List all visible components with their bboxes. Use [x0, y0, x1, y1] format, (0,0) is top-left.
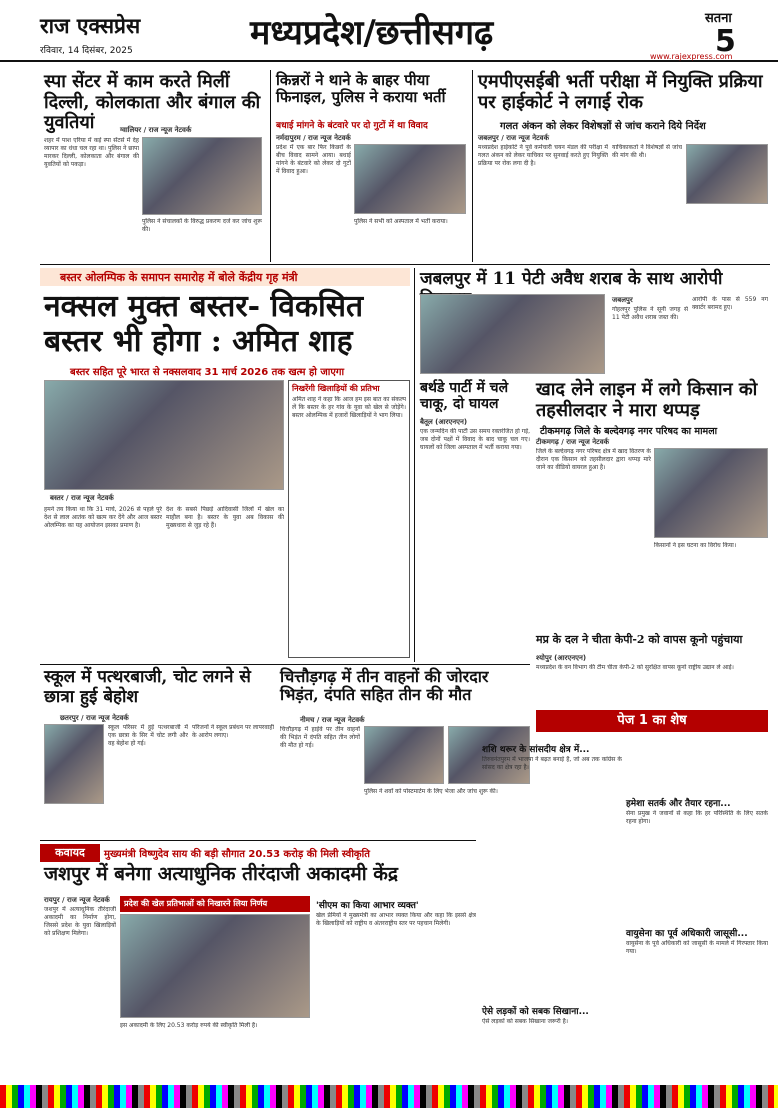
issue-date: रविवार, 14 दिसंबर, 2025 [40, 46, 133, 56]
continuation-body-1: तिरुवनंतपुरम में भाजपा ने बढ़त बनाई है, जो अब तक कांग्रेस के सांसद का क्षेत्र रहा है। [482, 756, 622, 772]
column-rule [414, 268, 415, 662]
bastar-kicker: बस्तर ओलम्पिक के समापन समारोह में बोले केंद्रीय गृह मंत्री [60, 271, 298, 284]
birthday-headline: बर्थडे पार्टी में चले चाकू, दो घायल [420, 380, 509, 413]
bastar-photo [44, 380, 284, 490]
continuation-heading-3: वायुसेना का पूर्व अधिकारी जासूसी... [626, 929, 748, 939]
jabalpur-byline: जबलपुर [612, 296, 633, 304]
kawayad-body-3: खेल प्रेमियों ने मुख्यमंत्री का आभार व्यक्त किया और कहा कि इससे क्षेत्र के खिलाड़ियों को राष्ट्रीय व अंतरराष्ट्रीय स्तर पर पहचान मिलेगी। [316, 912, 476, 928]
mpesb-body: मध्यप्रदेश हाईकोर्ट ने पूर्व कर्मचारी चयन मंडल की परीक्षा में गलत अंकन को लेकर याचिका पर सुनवाई करते हुए नियुक्ति प्रक्रिया पर रोक लगा दी है। [478, 144, 608, 168]
mpesb-headline: एमपीएसईबी भर्ती परीक्षा में नियुक्ति प्रक्रिया पर हाईकोर्ट ने लगाई रोक [478, 71, 763, 113]
khad-photo [654, 448, 768, 538]
birthday-body: एक जन्मदिन की पार्टी उस समय रक्तरंजित हो गई, जब दोनों पक्षों में विवाद के बाद चाकू चल गए। घायलों को जिला अस्पताल में भर्ती कराया गया। [420, 428, 530, 452]
kawayad-byline: रायपुर / राज न्यूज नेटवर्क [44, 896, 110, 904]
chittor-body-1: चित्तौड़गढ़ में हाईवे पर तीन वाहनों की भिड़ंत में दंपति सहित तीन लोगों की मौत हो गई। [280, 726, 360, 750]
row-rule [40, 840, 476, 841]
school-byline: छतरपुर / राज न्यूज नेटवर्क [60, 714, 129, 722]
highcourt-photo [686, 144, 768, 204]
chittor-byline: नीमच / राज न्यूज नेटवर्क [300, 716, 365, 724]
continuation-body-4: ऐसे लड़कों को सबक सिखाना जरूरी है। [482, 1018, 569, 1025]
kawayad-body-1: जशपुर में अत्याधुनिक तीरंदाजी अकादमी का निर्माण होगा, जिससे प्रदेश के युवा खिलाड़ियों को प्रशिक्षण मिलेगा। [44, 906, 116, 938]
spa-photo [142, 137, 262, 215]
khad-byline: टीकमगढ़ / राज न्यूज नेटवर्क [536, 438, 609, 446]
page1-continuation-banner: पेज 1 का शेष [536, 710, 768, 732]
bastar-byline: बस्तर / राज न्यूज नेटवर्क [50, 494, 114, 502]
jabalpur-headline: जबलपुर में 11 पेटी अवैध शराब के साथ आरोपी [420, 269, 723, 289]
kawayad-body-2: इस अकादमी के लिए 20.53 करोड़ रुपये की स्वीकृति मिली है। [120, 1022, 258, 1029]
birthday-byline: बैतूल (आरएनएन) [420, 418, 468, 426]
kinnar-headline: किन्नरों ने थाने के बाहर पीया फिनाइल, पुलिस ने कराया भर्ती [276, 71, 446, 107]
website-url[interactable]: www.rajexpress.com [650, 52, 733, 61]
bastar-box-body: अमित शाह ने कहा कि आज हम इस बात का संकल्प लें कि बस्तर के हर गांव के युवा को खेल से जोड़ेंगे। बस्तर ओलम्पिक में हजारों खिलाड़ियों ने भाग लिया। [292, 396, 406, 420]
color-registration-strip [0, 1085, 778, 1108]
row-rule [40, 664, 530, 665]
school-body-1: स्कूल परिसर में हुई पत्थरबाजी में एक छात्रा के सिर में चोट लगी और वह बेहोश हो गई। [108, 724, 188, 748]
cheeta-headline: मप्र के दल ने चीता केपी-2 को वापस कूनो पहुंचाया [536, 633, 743, 646]
chittor-photo-1 [364, 726, 444, 784]
kawayad-kicker: मुख्यमंत्री विष्णुदेव साय की बड़ी सौगात 20.53 करोड़ की मिली स्वीकृति [104, 849, 370, 860]
cheeta-byline: श्योपुर (आरएनएन) [536, 654, 587, 662]
mpesb-subhead: गलत अंकन को लेकर विशेषज्ञों से जांच कराने दिये निर्देश [500, 121, 706, 132]
khad-headline: खाद लेने लाइन में लगे किसान को तहसीलदार ने मारा थप्पड़ [536, 379, 758, 421]
khad-body-1: जिले के बल्देवगढ़ नगर परिषद क्षेत्र में खाद वितरण के दौरान एक किसान को तहसीलदार द्वारा थप्पड़ मारे जाने का वीडियो वायरल हुआ है। [536, 448, 651, 472]
school-body-2: परिजनों ने स्कूल प्रबंधन पर लापरवाही के आरोप लगाए। [192, 724, 274, 740]
chittor-headline: चित्तौड़गढ़ में तीन वाहनों की जोरदार भिड़ंत, दंपति सहित तीन की मौत [280, 667, 489, 705]
liquor-photo [420, 294, 605, 374]
bastar-box-title: निखरेंगी खिलाड़ियों की प्रतिभा [292, 384, 380, 393]
continuation-heading-1: शशि थरूर के सांसदीय क्षेत्र में... [482, 745, 590, 755]
khad-body-2: किसानों ने इस घटना का विरोध किया। [654, 542, 737, 549]
archery-photo [120, 914, 310, 1018]
continuation-heading-2: हमेशा सतर्क और तैयार रहना... [626, 799, 731, 809]
kawayad-headline: जशपुर में बनेगा अत्याधुनिक तीरंदाजी अकादमी केंद्र [44, 863, 398, 885]
section-title: मध्यप्रदेश/छत्तीसगढ़ [250, 13, 494, 53]
kinnar-subhead: बधाई मांगने के बंटवारे पर दो गुटों में था विवाद [276, 121, 428, 131]
school-headline: स्कूल में पत्थरबाजी, चोट लगने से छात्रा हुई बेहोश [44, 667, 251, 707]
continuation-body-3: वायुसेना के पूर्व अधिकारी को जासूसी के मामले में गिरफ्तार किया गया। [626, 940, 768, 956]
row-rule [40, 264, 770, 265]
kawayad-tag: कवायद [40, 844, 100, 862]
jabalpur-body-2: आरोपी के पास से 559 नग क्वार्टर बरामद हुए। [692, 296, 768, 312]
bastar-body-1: हमने तय किया था कि 31 मार्च, 2026 से पहले पूरे देश से लाल आतंक को खत्म कर देंगे और आज बस्तर ओलम्पिक का यह आयोजन इसका प्रमाण है। [44, 506, 162, 530]
chittor-body-2: पुलिस ने शवों को पोस्टमार्टम के लिए भेजा और जांच शुरू की। [364, 788, 498, 795]
kinnar-body-2: पुलिस ने सभी को अस्पताल में भर्ती कराया। [354, 218, 448, 225]
brand-logo: राज एक्सप्रेस [40, 13, 141, 38]
kinnar-body: प्रदेश में एक बार फिर किन्नरों के बीच विवाद सामने आया। बधाई मांगने के बंटवारे को लेकर दो गुटों में विवाद हुआ। [276, 144, 351, 176]
mpesb-byline: जबलपुर / राज न्यूज नेटवर्क [478, 134, 549, 142]
kawayad-box-title: प्रदेश की खेल प्रतिभाओं को निखारने लिया निर्णय [120, 896, 310, 912]
kinnar-photo [354, 144, 466, 214]
continuation-body-2: सेना प्रमुख ने जवानों से कहा कि हर परिस्थिति के लिए सतर्क रहना होगा। [626, 810, 768, 826]
bastar-headline: नक्सल मुक्त बस्तर- विकसित बस्तर भी होगा : अमित शाह [44, 289, 364, 359]
edition-city: सतना [705, 11, 732, 26]
column-rule [270, 70, 271, 262]
school-photo [44, 724, 104, 804]
column-rule [472, 70, 473, 262]
jabalpur-body-1: गोहलपुर पुलिस ने सूनी जगह से 11 पेटी अवैध शराब जब्त की। [612, 306, 688, 322]
spa-body-2: पुलिस ने संचालकों के विरुद्ध प्रकरण दर्ज कर जांच शुरू की। [142, 218, 262, 234]
bastar-subhead: बस्तर सहित पूरे भारत से नक्सलवाद 31 मार्च 2026 तक खत्म हो जाएगा [70, 367, 345, 378]
cheeta-body: मध्यप्रदेश के वन विभाग की टीम चीता केपी-2 को सुरक्षित वापस कूनो राष्ट्रीय उद्यान ले आई। [536, 664, 734, 671]
spa-body: शहर में पाश एरिया में कई स्पा सेंटर्स में देह व्यापार का धंधा चल रहा था। पुलिस ने छापा मारकर दिल्ली, कोलकाता और बंगाल की युवतियों को पकड़ा। [44, 137, 139, 169]
khad-subhead: टीकमगढ़ जिले के बल्देवगढ़ नगर परिषद का मामला [540, 426, 718, 437]
page-number: 5 [715, 24, 736, 59]
spa-headline: स्पा सेंटर में काम करते मिलीं दिल्ली, कोलकाता और बंगाल की युवतियां [44, 71, 261, 134]
mpesb-body-2: याचिकाकर्ता ने विशेषज्ञों से जांच की मांग की थी। [612, 144, 682, 160]
kinnar-byline: नर्मदापुरम / राज न्यूज नेटवर्क [276, 134, 351, 142]
continuation-heading-4: ऐसे लड़कों को सबक सिखाना... [482, 1007, 589, 1017]
kawayad-quote: 'सीएम का किया आभार व्यक्त' [316, 901, 419, 911]
bastar-body-2: देश के सबसे पिछड़े आदिवासी जिलों में खेल का माहौल बना है। बस्तर के युवा अब विकास की मुख्यधारा से जुड़ रहे हैं। [166, 506, 284, 530]
spa-byline: ग्वालियर / राज न्यूज नेटवर्क [120, 126, 192, 134]
